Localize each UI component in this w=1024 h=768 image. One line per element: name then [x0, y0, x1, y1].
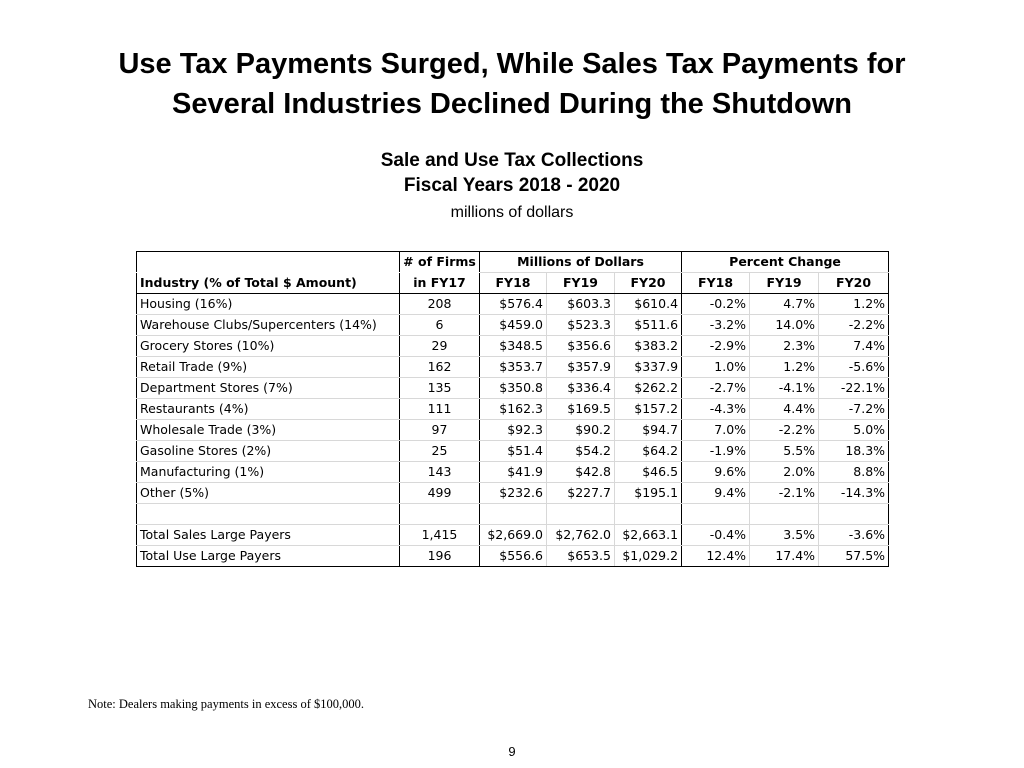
value-cell: -14.3% [819, 483, 889, 504]
value-cell: 2.3% [750, 336, 819, 357]
table-row [137, 483, 889, 504]
industry-cell [137, 504, 400, 525]
table-unit-label: millions of dollars [450, 204, 574, 221]
value-cell: 6 [400, 315, 480, 336]
table-title [0, 148, 1024, 198]
value-cell: -2.9% [682, 336, 750, 357]
value-cell: 196 [400, 546, 480, 567]
value-cell: $356.6 [547, 336, 615, 357]
table-row [137, 378, 889, 399]
value-cell: 9.6% [682, 462, 750, 483]
value-cell: 4.7% [750, 294, 819, 315]
value-cell: $459.0 [480, 315, 547, 336]
table-row [137, 420, 889, 441]
table-row [137, 294, 889, 315]
value-cell: $232.6 [480, 483, 547, 504]
firms-group-header: # of Firms [400, 252, 480, 273]
value-cell: 5.0% [819, 420, 889, 441]
table-row [137, 399, 889, 420]
value-cell: 111 [400, 399, 480, 420]
value-cell: -4.3% [682, 399, 750, 420]
value-cell: 499 [400, 483, 480, 504]
table-row [137, 357, 889, 378]
slide-title-line-1: Use Tax Payments Surged, While Sales Tax Payments for [118, 48, 906, 80]
value-cell: -3.6% [819, 525, 889, 546]
value-cell: -0.2% [682, 294, 750, 315]
value-cell: $337.9 [615, 357, 682, 378]
value-cell: -3.2% [682, 315, 750, 336]
slide-title-line-2: Several Industries Declined During the Shutdown [172, 88, 852, 120]
value-cell: $2,669.0 [480, 525, 547, 546]
value-cell: 7.0% [682, 420, 750, 441]
table-row [137, 441, 889, 462]
industry-cell: Gasoline Stores (2%) [137, 441, 400, 462]
table-row [137, 315, 889, 336]
value-cell: 143 [400, 462, 480, 483]
value-cell: -5.6% [819, 357, 889, 378]
value-cell [682, 504, 750, 525]
value-cell: $2,762.0 [547, 525, 615, 546]
value-cell: 17.4% [750, 546, 819, 567]
tax-collections-table [136, 251, 889, 567]
value-cell: $610.4 [615, 294, 682, 315]
value-cell: $46.5 [615, 462, 682, 483]
group-header-row [137, 252, 889, 273]
column-header: FY19 [750, 273, 819, 294]
header-blank-cell [137, 252, 400, 273]
value-cell: 2.0% [750, 462, 819, 483]
value-cell: $162.3 [480, 399, 547, 420]
value-cell: $348.5 [480, 336, 547, 357]
value-cell: 9.4% [682, 483, 750, 504]
percent-group-header: Percent Change [682, 252, 889, 273]
value-cell: 14.0% [750, 315, 819, 336]
industry-cell: Grocery Stores (10%) [137, 336, 400, 357]
industry-cell: Manufacturing (1%) [137, 462, 400, 483]
value-cell: -7.2% [819, 399, 889, 420]
value-cell [819, 504, 889, 525]
value-cell [480, 504, 547, 525]
value-cell: -2.2% [819, 315, 889, 336]
footnote: Note: Dealers making payments in excess of $100,000. [88, 697, 364, 711]
value-cell: $41.9 [480, 462, 547, 483]
value-cell: $511.6 [615, 315, 682, 336]
value-cell: 57.5% [819, 546, 889, 567]
value-cell [400, 504, 480, 525]
industry-cell: Warehouse Clubs/Supercenters (14%) [137, 315, 400, 336]
value-cell: $90.2 [547, 420, 615, 441]
total-row [137, 525, 889, 546]
value-cell: -2.1% [750, 483, 819, 504]
industry-cell: Housing (16%) [137, 294, 400, 315]
value-cell: 135 [400, 378, 480, 399]
value-cell: $576.4 [480, 294, 547, 315]
value-cell: -4.1% [750, 378, 819, 399]
value-cell: 3.5% [750, 525, 819, 546]
spacer-row [137, 504, 889, 525]
value-cell: $653.5 [547, 546, 615, 567]
industry-cell: Wholesale Trade (3%) [137, 420, 400, 441]
industry-cell: Other (5%) [137, 483, 400, 504]
value-cell: $157.2 [615, 399, 682, 420]
value-cell: 7.4% [819, 336, 889, 357]
industry-cell: Retail Trade (9%) [137, 357, 400, 378]
value-cell: 1,415 [400, 525, 480, 546]
value-cell: 208 [400, 294, 480, 315]
value-cell: 5.5% [750, 441, 819, 462]
column-header-row [137, 273, 889, 294]
industry-cell: Restaurants (4%) [137, 399, 400, 420]
value-cell: 25 [400, 441, 480, 462]
value-cell: $556.6 [480, 546, 547, 567]
value-cell: -2.7% [682, 378, 750, 399]
value-cell: -0.4% [682, 525, 750, 546]
slide-title [0, 44, 1024, 124]
dollars-group-header: Millions of Dollars [480, 252, 682, 273]
value-cell: $169.5 [547, 399, 615, 420]
value-cell: -2.2% [750, 420, 819, 441]
value-cell: $51.4 [480, 441, 547, 462]
value-cell: $2,663.1 [615, 525, 682, 546]
page-number: 9 [508, 744, 516, 759]
table-title-line-1: Sale and Use Tax Collections [380, 150, 644, 171]
value-cell: $54.2 [547, 441, 615, 462]
value-cell: $383.2 [615, 336, 682, 357]
value-cell: 1.2% [750, 357, 819, 378]
value-cell: -22.1% [819, 378, 889, 399]
column-header: FY19 [547, 273, 615, 294]
value-cell: 18.3% [819, 441, 889, 462]
value-cell: $227.7 [547, 483, 615, 504]
total-row [137, 546, 889, 567]
column-header: Industry (% of Total $ Amount) [137, 273, 400, 294]
value-cell: $1,029.2 [615, 546, 682, 567]
value-cell: $353.7 [480, 357, 547, 378]
value-cell: $42.8 [547, 462, 615, 483]
column-header: FY18 [480, 273, 547, 294]
table-title-line-2: Fiscal Years 2018 - 2020 [403, 175, 621, 196]
value-cell: $94.7 [615, 420, 682, 441]
industry-cell: Department Stores (7%) [137, 378, 400, 399]
industry-cell: Total Sales Large Payers [137, 525, 400, 546]
column-header: FY20 [615, 273, 682, 294]
value-cell: 12.4% [682, 546, 750, 567]
value-cell: $64.2 [615, 441, 682, 462]
value-cell: 4.4% [750, 399, 819, 420]
value-cell: $603.3 [547, 294, 615, 315]
value-cell: $262.2 [615, 378, 682, 399]
value-cell [615, 504, 682, 525]
value-cell: $523.3 [547, 315, 615, 336]
value-cell: 8.8% [819, 462, 889, 483]
value-cell: 1.2% [819, 294, 889, 315]
value-cell: -1.9% [682, 441, 750, 462]
value-cell: 97 [400, 420, 480, 441]
value-cell: 162 [400, 357, 480, 378]
column-header: FY18 [682, 273, 750, 294]
column-header: in FY17 [400, 273, 480, 294]
value-cell: $92.3 [480, 420, 547, 441]
column-header: FY20 [819, 273, 889, 294]
value-cell [750, 504, 819, 525]
value-cell: $336.4 [547, 378, 615, 399]
industry-cell: Total Use Large Payers [137, 546, 400, 567]
value-cell: $357.9 [547, 357, 615, 378]
value-cell: $350.8 [480, 378, 547, 399]
value-cell: $195.1 [615, 483, 682, 504]
value-cell [547, 504, 615, 525]
value-cell: 29 [400, 336, 480, 357]
table-row [137, 336, 889, 357]
value-cell: 1.0% [682, 357, 750, 378]
table-row [137, 462, 889, 483]
